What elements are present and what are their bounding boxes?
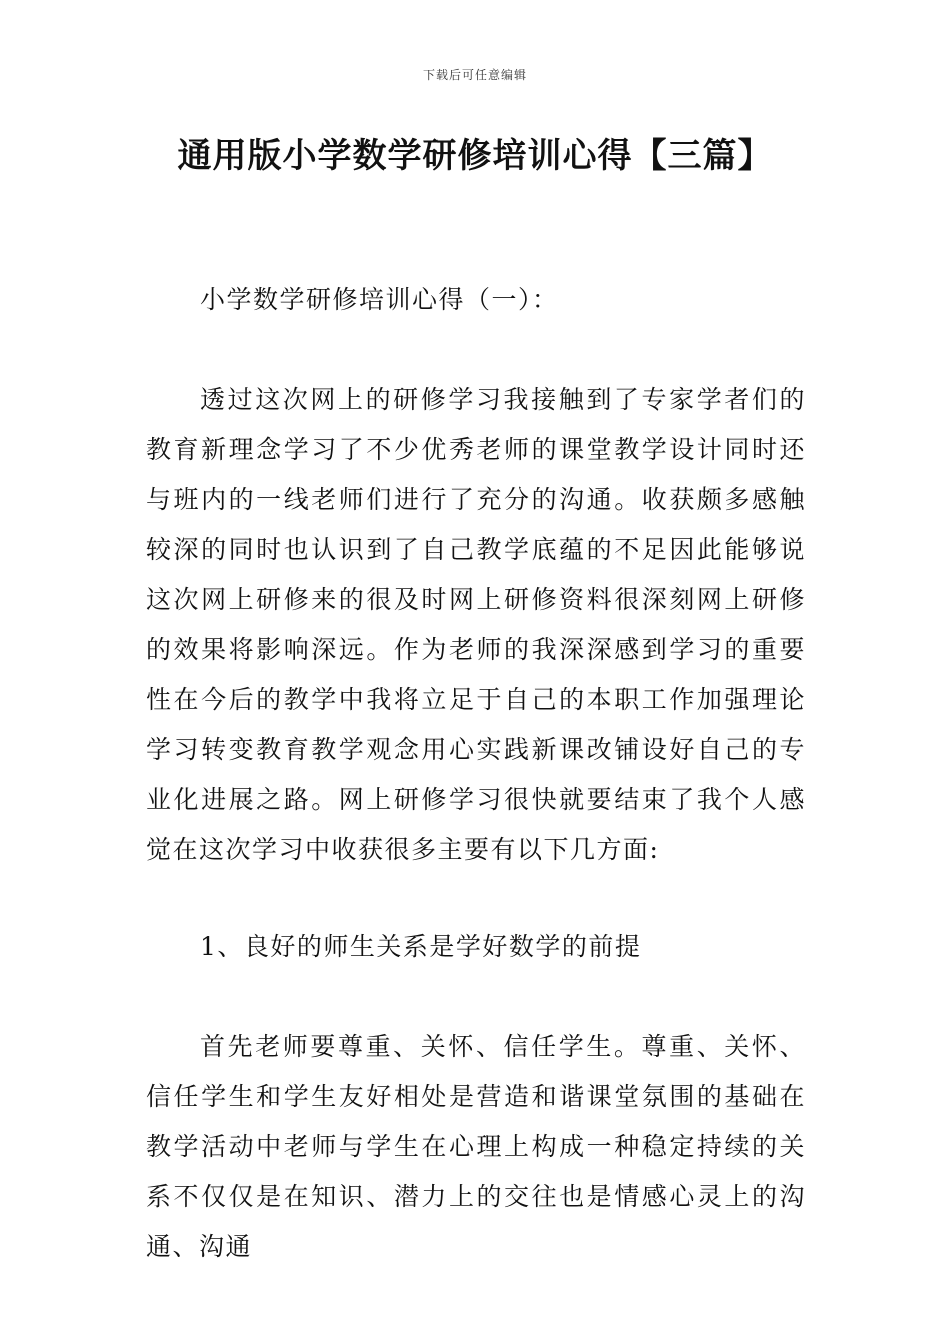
subheading-1: 1、良好的师生关系是学好数学的前提: [200, 932, 642, 961]
document-title: 通用版小学数学研修培训心得【三篇】: [177, 136, 773, 176]
paragraph-1: 透过这次网上的研修学习我接触到了专家学者们的教育新理念学习了不少优秀老师的课堂教学设计同时还与班内的一线老师们进行了充分的沟通。收获颇多感触较深的同时也认识到了自己教学底蕴的不足因此能够说这次网上研修来的很及时网上研修资料很深刻网上研修的效果将影响深远。作为老师的我深深感到学习的重要性在今后的教学中我将立足于自己的本职工作加强理论学习转变教育教学观念用心实践新课改铺设好自己的专业化进展之路。网上研修学习很快就要结束了我个人感觉在这次学习中收获很多主要有以下几方面:: [146, 385, 806, 864]
section-heading: 小学数学研修培训心得（一）：: [200, 285, 559, 314]
header-note: 下载后可任意编辑: [422, 68, 527, 82]
paragraph-2: 首先老师要尊重、关怀、信任学生。尊重、关怀、信任学生和学生友好相处是营造和谐课堂氛围的基础在教学活动中老师与学生在心理上构成一种稳定持续的关系不仅仅是在知识、潜力上的交往也是情感心灵上的沟通、沟通: [146, 1032, 806, 1261]
